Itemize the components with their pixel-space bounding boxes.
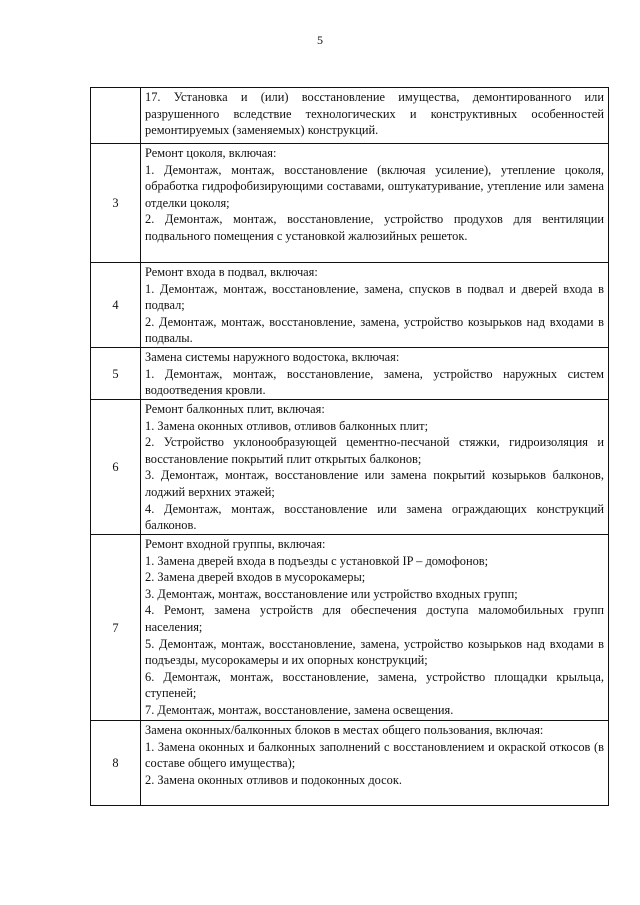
table-row xyxy=(91,88,609,144)
table-row xyxy=(91,721,609,806)
row-number xyxy=(91,88,141,144)
row-description xyxy=(141,144,609,263)
description-line: 2. Замена дверей входов в мусорокамеры; xyxy=(145,570,366,585)
row-description xyxy=(141,400,609,535)
row-number: 7 xyxy=(91,535,141,721)
description-line: 4. Демонтаж, монтаж, восстановление или замена ограждающих конструкций балконов. xyxy=(145,501,604,533)
table-row xyxy=(91,348,609,400)
description-line: 1. Замена оконных и балконных заполнений с восстановлением и окраской откосов (в составе общего имущества); xyxy=(145,739,604,771)
description-line: Ремонт балконных плит, включая: xyxy=(145,402,325,416)
description-line: 1. Демонтаж, монтаж, восстановление, замена, спусков в подвал и дверей входа в подвал; xyxy=(145,281,604,313)
row-number: 8 xyxy=(91,721,141,806)
description-line: 4. Ремонт, замена устройств для обеспечения доступа маломобильных групп населения; xyxy=(145,603,604,634)
description-line: 3. Демонтаж, монтаж, восстановление или устройство входных групп; xyxy=(145,586,518,601)
description-line: 1. Демонтаж, монтаж, восстановление (включая усиление), утепление цоколя, обработка гидрофобизирующими составами, оштукатуривание, утепление или замена отделки цоколя; xyxy=(145,162,604,210)
row-number: 5 xyxy=(91,348,141,400)
description-line: Замена системы наружного водостока, включая: xyxy=(145,350,400,364)
description-line: 3. Демонтаж, монтаж, восстановление или замена покрытий козырьков балконов, лоджий верхних этажей; xyxy=(145,468,604,499)
description-line: 7. Демонтаж, монтаж, восстановление, замена освещения. xyxy=(145,702,454,717)
description-line: 1. Замена дверей входа в подъезды с установкой IP – домофонов; xyxy=(145,553,489,568)
row-description xyxy=(141,88,609,144)
row-description xyxy=(141,535,609,721)
description-line: 2. Демонтаж, монтаж, восстановление, устройство продухов для вентиляции подвального помещения с установкой жалюзийных решеток. xyxy=(145,212,604,243)
description-line: 1. Замена оконных отливов, отливов балконных плит; xyxy=(145,418,429,433)
description-line: 2. Демонтаж, монтаж, восстановление, замена, устройство козырьков над входами в подвалы. xyxy=(145,314,604,346)
description-line: 2. Устройство уклонообразующей цементно-песчаной стяжки, гидроизоляция и восстановление покрытий плит открытых балконов; xyxy=(145,435,604,466)
description-line: Ремонт входной группы, включая: xyxy=(145,537,326,551)
row-description xyxy=(141,721,609,806)
description-line: Ремонт цоколя, включая: xyxy=(145,146,277,160)
row-number: 3 xyxy=(91,144,141,263)
row-number: 4 xyxy=(91,263,141,348)
row-description xyxy=(141,348,609,400)
description-line: 17. Установка и (или) восстановление имущества, демонтированного или разрушенного вследствие технологических и конструктивных особенностей ремонтируемых (заменяемых) конструкций. xyxy=(145,90,604,138)
table-row xyxy=(91,144,609,263)
description-line: 6. Демонтаж, монтаж, восстановление, замена, устройство площадки крыльца, ступеней; xyxy=(145,669,604,701)
page-number: 5 xyxy=(317,33,323,47)
description-line: Замена оконных/балконных блоков в местах общего пользования, включая: xyxy=(145,723,544,737)
table-row xyxy=(91,263,609,348)
table-row xyxy=(91,400,609,535)
row-description xyxy=(141,263,609,348)
description-line: 5. Демонтаж, монтаж, восстановление, замена, устройство козырьков над входами в подъезды, мусорокамеры и их опорных конструкций; xyxy=(145,636,604,668)
description-line: Ремонт входа в подвал, включая: xyxy=(145,265,318,279)
works-table xyxy=(90,87,609,806)
description-line: 2. Замена оконных отливов и подоконных досок. xyxy=(145,772,402,787)
row-number: 6 xyxy=(91,400,141,535)
table-row xyxy=(91,535,609,721)
description-line: 1. Демонтаж, монтаж, восстановление, замена, устройство наружных систем водоотведения кровли. xyxy=(145,366,604,398)
